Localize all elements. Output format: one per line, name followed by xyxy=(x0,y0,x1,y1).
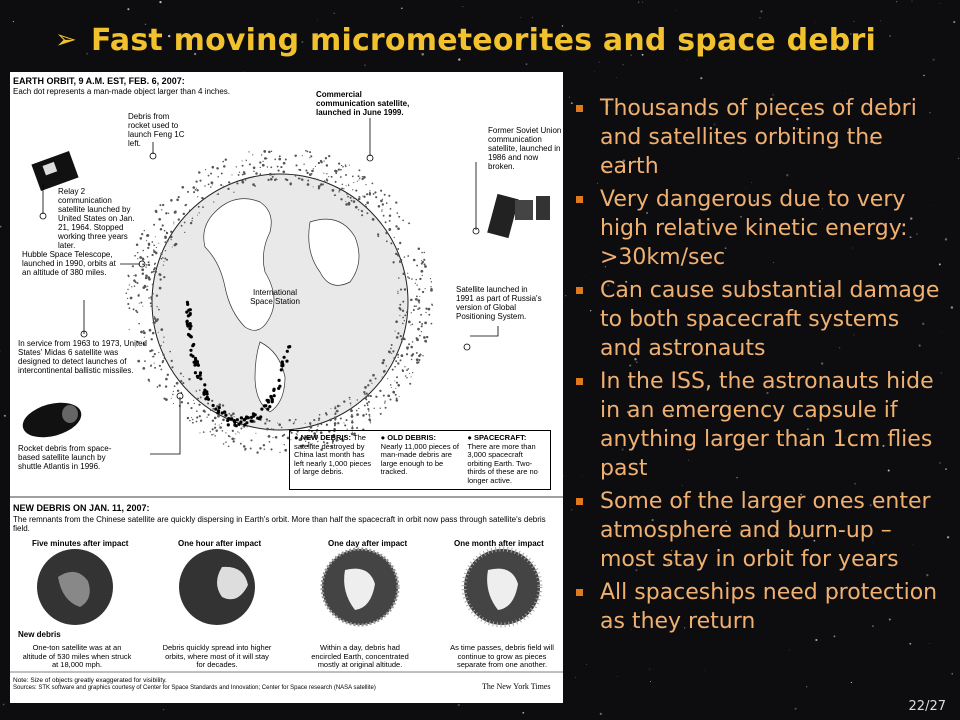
relay-satellite-icon xyxy=(31,151,78,191)
infographic-drawing xyxy=(10,72,563,703)
new-debris-label: New debris xyxy=(18,630,61,639)
panel-caption-one-hour: Debris quickly spread into higher orbits, where most of it will stay for decades. xyxy=(162,643,272,669)
bullet-square-icon xyxy=(576,498,583,505)
bullet-item: Some of the larger ones enter atmosphere and burn-up – most stay in orbit for years xyxy=(574,487,944,574)
bullet-square-icon xyxy=(576,378,583,385)
slide-title xyxy=(55,18,935,62)
label-rocket-debris: Rocket debris from space-based satellite launch by shuttle Atlantis in 1996. xyxy=(18,444,112,471)
bullet-square-icon xyxy=(576,105,583,112)
rocket-debris-icon xyxy=(19,397,85,443)
bullet-item: Very dangerous due to very high relative kinetic energy: >30km/sec xyxy=(574,185,944,272)
bullet-square-icon xyxy=(576,287,583,294)
bullet-item: Thousands of pieces of debri and satellites orbiting the earth xyxy=(574,94,944,181)
legend-old-debris: ● OLD DEBRIS: Nearly 11,000 pieces of man-made debris are large enough to be tracked. xyxy=(380,433,459,476)
new-debris-subheader: The remnants from the Chinese satellite are quickly dispersing in Earth's orbit. More than half the spacecraft in orbit now pass through satellite's debris field. xyxy=(13,515,546,533)
panel-caption-five-minutes: One-ton satellite was at an altitude of 530 miles when struck at 18,000 mph. xyxy=(22,643,132,669)
label-rocket: Debris from rocket used to launch Feng 1C left. xyxy=(128,112,185,148)
bullet-item: In the ISS, the astronauts hide in an emergency capsule if anything larger than 1cm flies past xyxy=(574,367,944,483)
label-iss: International Space Station xyxy=(250,288,300,306)
new-debris-header: NEW DEBRIS ON JAN. 11, 2007: xyxy=(13,503,150,513)
figure-source: Sources: STK software and graphics courtesy of Center for Space Standards and Innovation; Center for Space research (NASA satellite) xyxy=(13,685,376,691)
figure-subheader: Each dot represents a man-made object larger than 4 inches. xyxy=(13,87,231,96)
panel-caption-one-month: As time passes, debris field will continue to grow as pieces separate from one another. xyxy=(450,643,554,669)
panel-title-one-month: One month after impact xyxy=(454,539,544,548)
bullet-square-icon xyxy=(576,589,583,596)
title-arrow-icon: ➢ xyxy=(55,25,77,55)
space-debris-infographic xyxy=(10,72,563,703)
figure-credit: The New York Times xyxy=(482,682,551,691)
label-relay-satellite: Relay 2 communication satellite launched by United States on Jan. 21, 1964. Stopped working three years later. xyxy=(58,187,135,250)
panel-globes xyxy=(37,549,540,625)
figure-note: Note: Size of objects greatly exaggerated for visibility. xyxy=(13,677,167,684)
legend-new-debris: ● NEW DEBRIS: The satellite destroyed by China last month has left nearly 1,000 pieces of large debris. xyxy=(294,433,372,476)
soviet-satellite-icon xyxy=(487,194,550,238)
panel-title-one-hour: One hour after impact xyxy=(178,539,262,548)
label-commercial-satellite: Commercial communication satellite, launched in June 1999. xyxy=(316,90,410,117)
slide-title-text: Fast moving micrometeorites and space debri xyxy=(91,22,876,58)
bullet-square-icon xyxy=(576,196,583,203)
panel-title-five-minutes: Five minutes after impact xyxy=(32,539,129,548)
bullet-item: All spaceships need protection as they return xyxy=(574,578,944,636)
debris-legend xyxy=(289,430,551,490)
legend-spacecraft: ● SPACECRAFT: There are more than 3,000 spacecraft orbiting Earth. Two-thirds of these are no longer active. xyxy=(467,433,538,485)
label-hubble: Hubble Space Telescope, launched in 1990, orbits at an altitude of 380 miles. xyxy=(22,250,116,277)
figure-header: EARTH ORBIT, 9 A.M. EST, FEB. 6, 2007: xyxy=(13,76,185,86)
page-number: 22/27 xyxy=(908,699,946,714)
bullet-list xyxy=(574,94,944,640)
label-glonass: Satellite launched in 1991 as part of Russia's version of Global Positioning System. xyxy=(456,285,542,321)
panel-caption-one-day: Within a day, debris had encircled Earth, concentrated mostly at original altitude. xyxy=(311,643,409,669)
bullet-item: Can cause substantial damage to both spacecraft systems and astronauts xyxy=(574,276,944,363)
label-soviet-satellite: Former Soviet Union communication satellite, launched in 1986 and now broken. xyxy=(488,126,562,171)
panel-title-one-day: One day after impact xyxy=(328,539,408,548)
label-midas: In service from 1963 to 1973, United States' Midas 6 satellite was designed to detect launches of intercontinental ballistic missiles. xyxy=(18,339,147,375)
